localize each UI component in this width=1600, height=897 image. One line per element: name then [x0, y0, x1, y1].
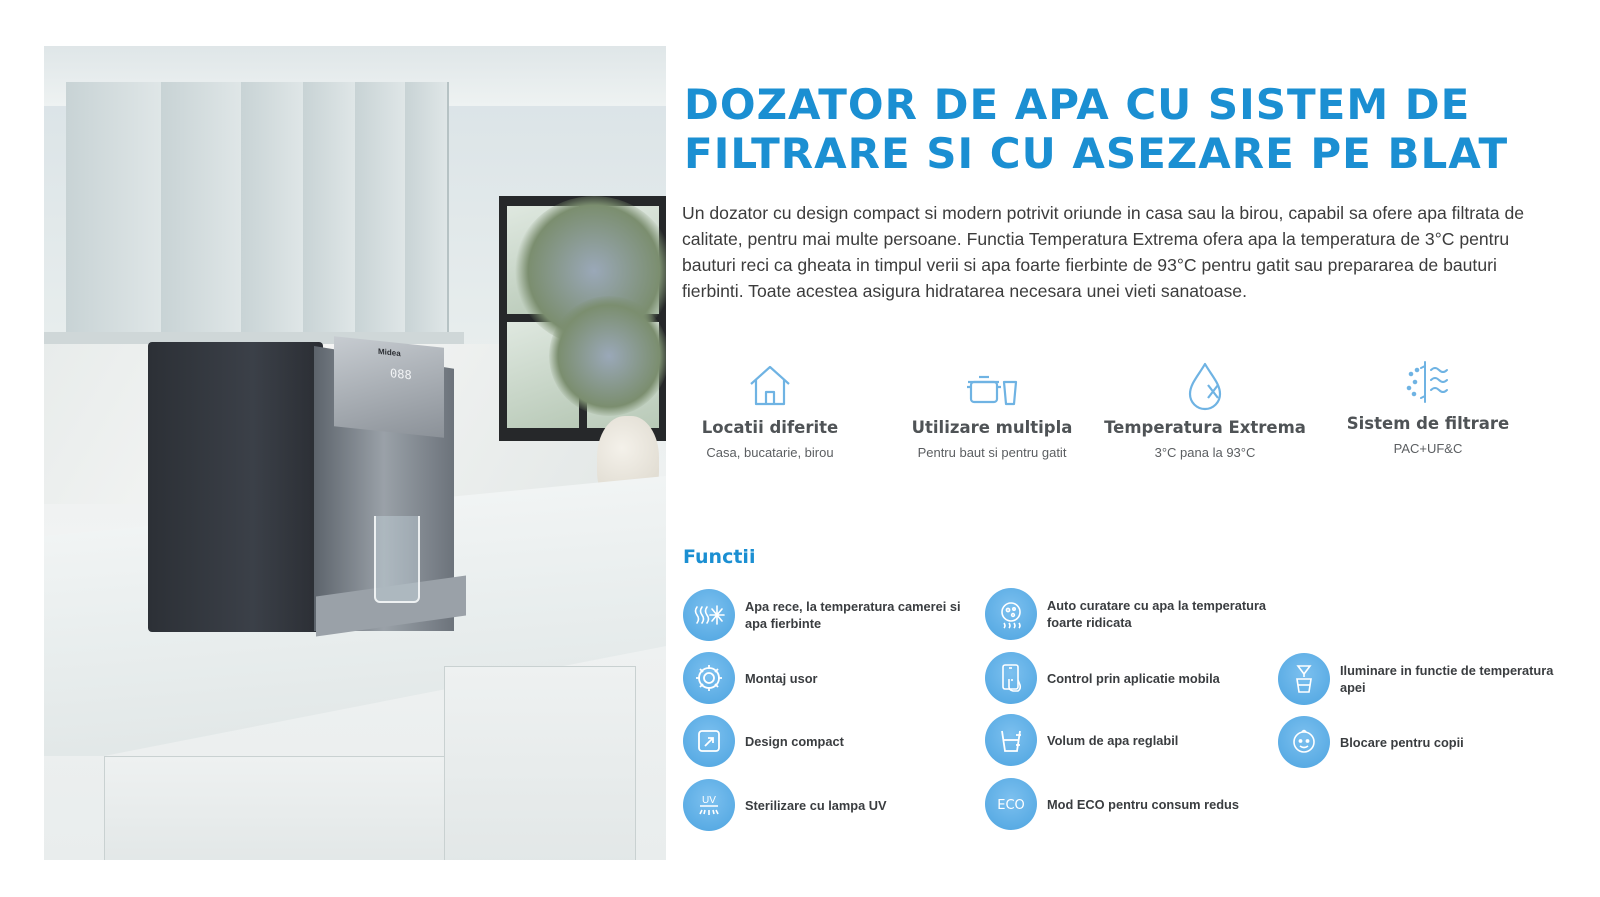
feature-name: Sistem de filtrare: [1346, 414, 1510, 433]
plant-foliage: [549, 296, 666, 416]
function-item: [683, 652, 965, 704]
function-label: Control prin aplicatie mobila: [1047, 670, 1220, 686]
filtration-icon: [1401, 354, 1455, 408]
compact-design-icon: [683, 715, 735, 767]
lighting-cup-icon: [1278, 653, 1330, 705]
function-item: [683, 589, 965, 641]
display-readout: 088: [390, 366, 412, 383]
feature-item: [1318, 354, 1538, 456]
eco-mode-icon: [985, 778, 1037, 830]
features-row: [660, 358, 1580, 488]
function-item: [683, 715, 965, 767]
feature-name: Utilizare multipla: [911, 418, 1073, 437]
kitchen-cabinet: [405, 82, 449, 334]
function-label: Iluminare in functie de temperatura apei: [1340, 663, 1554, 695]
water-drop-temperature-icon: [1178, 358, 1232, 412]
kitchen-cabinet: [241, 82, 305, 334]
eco-icon-text: ECO: [997, 798, 1025, 813]
function-label: Apa rece, la temperatura camerei si apa fierbinte: [745, 599, 961, 631]
feature-name: Temperatura Extrema: [1104, 418, 1306, 437]
kitchen-cabinet: [161, 82, 243, 334]
gear-icon: [683, 652, 735, 704]
feature-item: [1095, 358, 1315, 460]
function-item: [985, 588, 1267, 640]
page-title: [684, 80, 1584, 178]
feature-sub: Pentru baut si pentru gatit: [917, 445, 1067, 460]
functii-heading: Functii: [683, 546, 756, 568]
function-label: Volum de apa reglabil: [1047, 732, 1179, 748]
kitchen-cabinet: [303, 82, 357, 334]
function-item: [1278, 653, 1560, 705]
house-icon: [743, 358, 797, 412]
function-label: Design compact: [745, 733, 844, 749]
function-item: [985, 714, 1267, 766]
function-label: Montaj usor: [745, 670, 818, 686]
pot-and-cup-icon: [965, 358, 1019, 412]
child-lock-icon: [1278, 716, 1330, 768]
intro-paragraph: Un dozator cu design compact si modern potrivit oriunde in casa sau la birou, capabil sa ofere apa filtrata de calitate, pentru mai multe persoane. Functia Temperatura Extrema ofera apa la temperatura de 3°C pentru bauturi reci ca gheata in timpul verii si apa foarte fierbinte de 93°C pentru gatit sau prepararea de bauturi fierbinti. Toate acestea asigura hidratarea necesara unei vieti sanatoase.: [682, 203, 1525, 301]
mobile-app-icon: [985, 652, 1037, 704]
function-item: [683, 779, 965, 831]
feature-sub: 3°C pana la 93°C: [1154, 445, 1256, 460]
cabinet-drawer: [104, 756, 446, 860]
function-label: Sterilizare cu lampa UV: [745, 797, 887, 813]
kitchen-cabinet: [355, 82, 407, 334]
kitchen-cabinet: [66, 82, 163, 334]
product-photo: [44, 46, 666, 860]
hot-cold-water-icon: [683, 589, 735, 641]
function-item: [1278, 716, 1560, 768]
function-label: Mod ECO pentru consum redus: [1047, 796, 1239, 812]
brand-logo: Midea: [378, 346, 401, 359]
function-label: Auto curatare cu apa la temperatura foarte ridicata: [1047, 598, 1267, 630]
water-glass: [374, 516, 420, 603]
function-item: [985, 778, 1267, 830]
feature-item: [882, 358, 1102, 460]
dispenser-body: [148, 342, 323, 632]
uv-lamp-icon: [683, 779, 735, 831]
title-line-1: DOZATOR DE APA CU SISTEM DE: [684, 80, 1471, 129]
dispenser-control-panel: [334, 336, 444, 438]
title-line-2: FILTRARE SI CU ASEZARE PE BLAT: [684, 129, 1509, 178]
self-cleaning-icon: [985, 588, 1037, 640]
feature-name: Locatii diferite: [701, 418, 839, 437]
feature-sub: PAC+UF&C: [1393, 441, 1463, 456]
uv-icon-text: UV: [702, 795, 716, 806]
adjustable-volume-icon: [985, 714, 1037, 766]
feature-sub: Casa, bucatarie, birou: [706, 445, 834, 460]
feature-item: [660, 358, 880, 460]
function-label: Blocare pentru copii: [1340, 734, 1464, 750]
function-item: [985, 652, 1267, 704]
cabinet-drawer: [444, 666, 636, 860]
